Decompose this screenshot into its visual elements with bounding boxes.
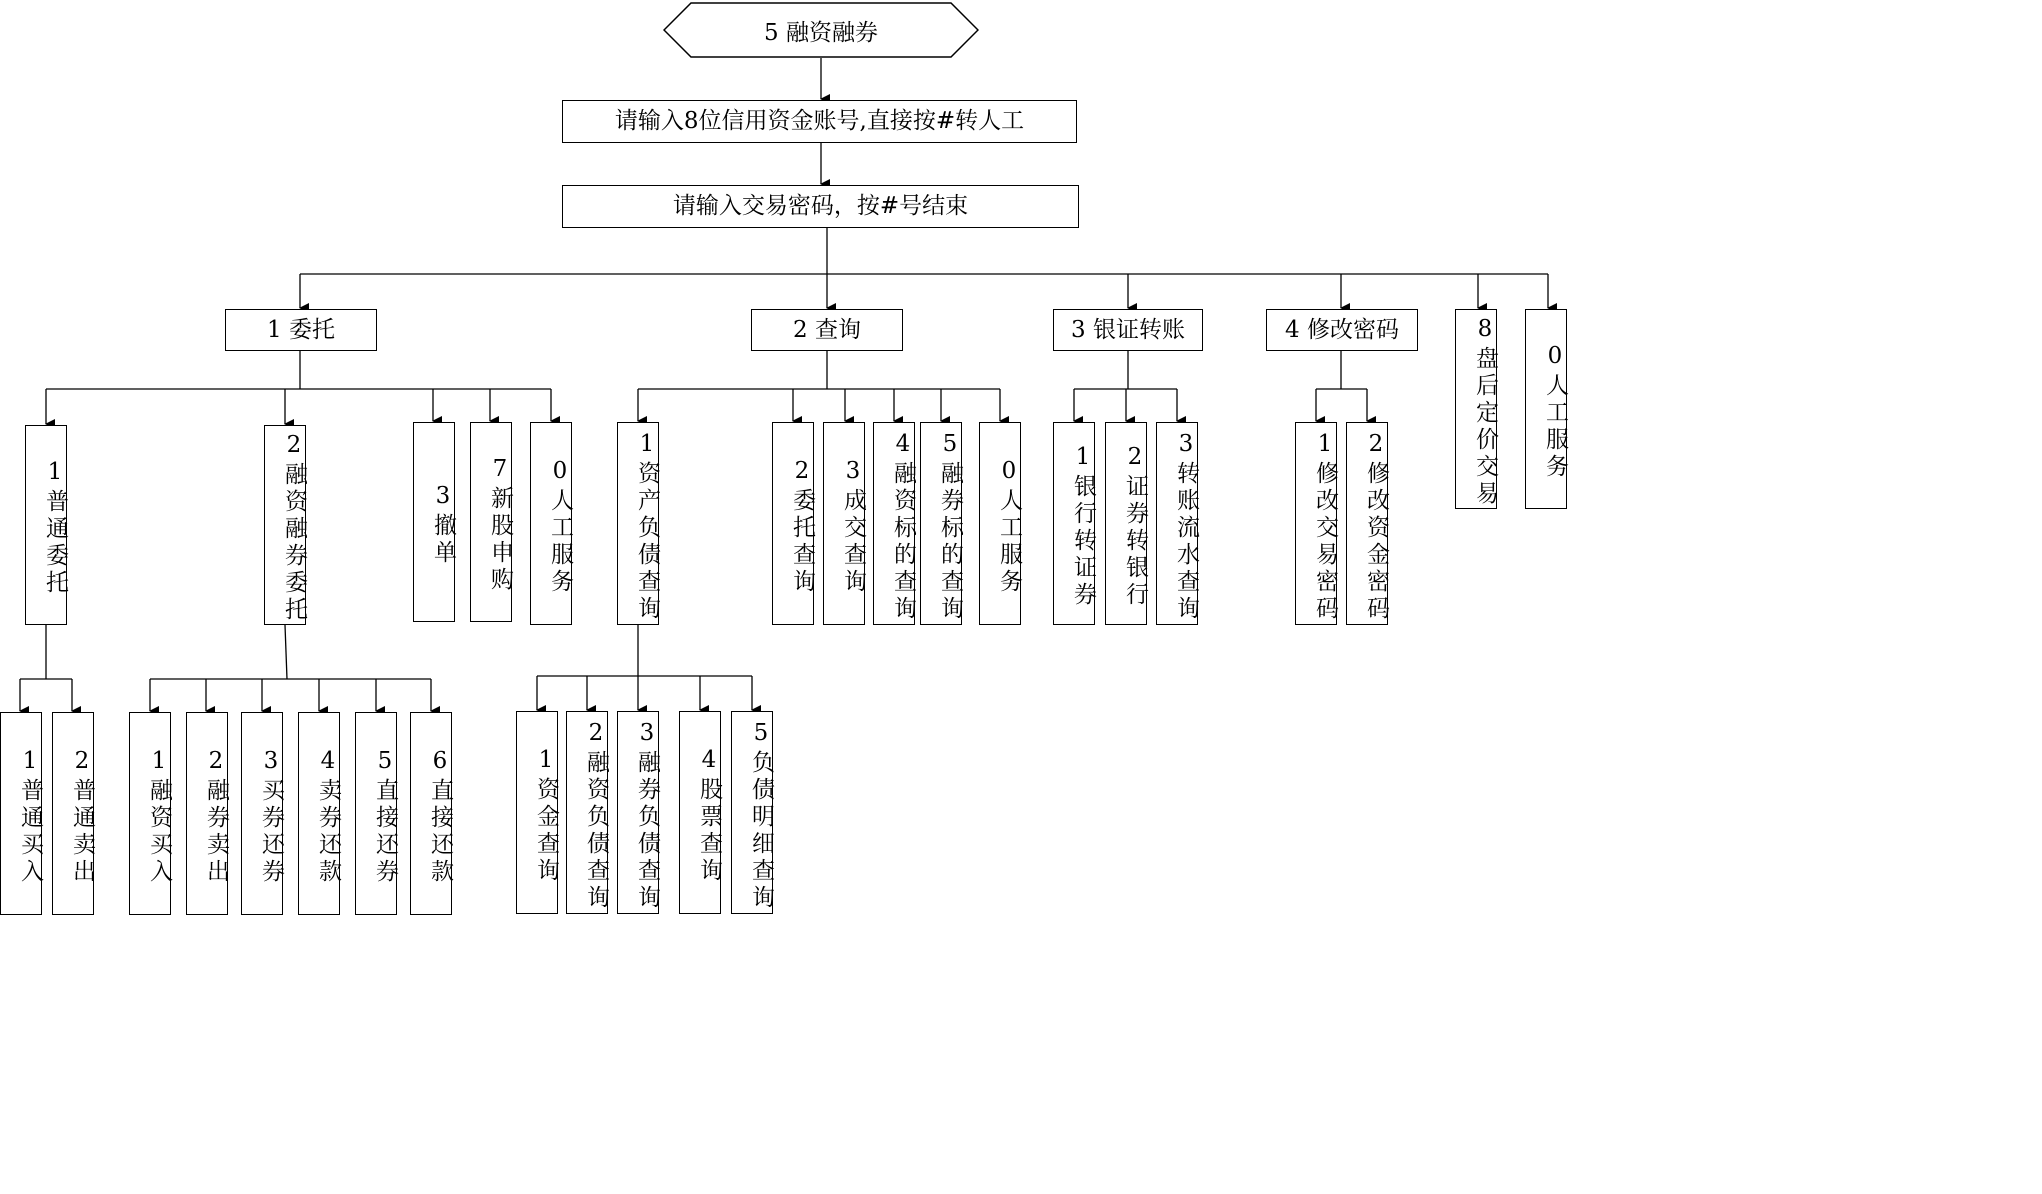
step-account-input: 请输入8位信用资金账号,直接按#转人工 <box>562 100 1077 143</box>
transfer-securities-to-bank: 2证券转银行 <box>1105 422 1147 625</box>
menu-change-password: 4 修改密码 <box>1266 309 1418 351</box>
direct-return: 5直接还券 <box>355 712 397 915</box>
query-liability-details: 5负债明细查询 <box>731 711 773 914</box>
menu-after-hours-trading: 8盘后定价交易 <box>1455 309 1497 509</box>
entrust-ipo-subscribe: 7新股申购 <box>470 422 512 622</box>
query-margin-liability: 2融资负债查询 <box>566 711 608 914</box>
entrust-margin: 2融资融券委托 <box>264 425 306 625</box>
normal-buy: 1普通买入 <box>0 712 42 915</box>
transfer-history: 3转账流水查询 <box>1156 422 1198 625</box>
query-short-liability: 3融券负债查询 <box>617 711 659 914</box>
menu-query: 2 查询 <box>751 309 903 351</box>
query-short-targets: 5融券标的查询 <box>920 422 962 625</box>
start-node <box>663 2 979 58</box>
start-label: 5 融资融券 <box>764 19 878 46</box>
password-trading: 1修改交易密码 <box>1295 422 1337 625</box>
entrust-normal: 1普通委托 <box>25 425 67 625</box>
entrust-cancel: 3撤单 <box>413 422 455 622</box>
query-funds: 1资金查询 <box>516 711 558 914</box>
query-manual-service: 0人工服务 <box>979 422 1021 625</box>
query-stocks: 4股票查询 <box>679 711 721 914</box>
short-sell: 2融券卖出 <box>186 712 228 915</box>
normal-sell: 2普通卖出 <box>52 712 94 915</box>
query-orders: 2委托查询 <box>772 422 814 625</box>
buy-to-return: 3买券还券 <box>241 712 283 915</box>
menu-transfer: 3 银证转账 <box>1053 309 1203 351</box>
menu-entrust: 1 委托 <box>225 309 377 351</box>
sell-to-repay: 4卖券还款 <box>298 712 340 915</box>
margin-buy: 1融资买入 <box>129 712 171 915</box>
transfer-bank-to-securities: 1银行转证券 <box>1053 422 1095 625</box>
query-asset-liability: 1资产负债查询 <box>617 422 659 625</box>
step-password-input: 请输入交易密码，按#号结束 <box>562 185 1079 228</box>
query-fills: 3成交查询 <box>823 422 865 625</box>
query-margin-targets: 4融资标的查询 <box>873 422 915 625</box>
password-fund: 2修改资金密码 <box>1346 422 1388 625</box>
direct-repay: 6直接还款 <box>410 712 452 915</box>
entrust-manual-service: 0人工服务 <box>530 422 572 625</box>
menu-manual-service: 0人工服务 <box>1525 309 1567 509</box>
